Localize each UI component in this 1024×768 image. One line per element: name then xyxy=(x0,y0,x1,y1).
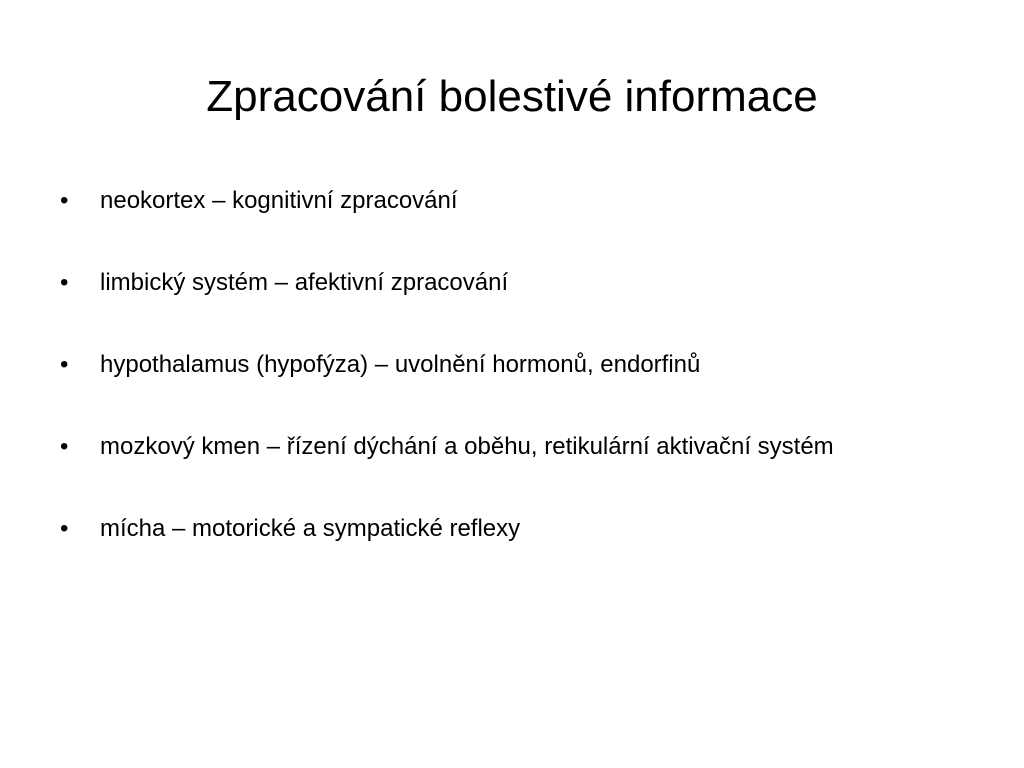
bullet-marker: • xyxy=(60,515,69,542)
bullet-list xyxy=(60,185,940,595)
bullet-text: limbický systém – afektivní zpracování xyxy=(100,269,509,296)
bullet-marker: • xyxy=(60,433,69,460)
bullet-text: neokortex – kognitivní zpracování xyxy=(100,187,458,214)
bullet-item-neokortex xyxy=(60,185,940,217)
bullet-marker: • xyxy=(60,269,69,296)
slide-title: Zpracování bolestivé informace xyxy=(206,72,818,121)
bullet-item-mozkovy-kmen xyxy=(60,431,940,463)
bullet-marker: • xyxy=(60,187,69,214)
bullet-item-limbicky-system xyxy=(60,267,940,299)
bullet-text: hypothalamus (hypofýza) – uvolnění hormonů, endorfinů xyxy=(100,351,701,378)
bullet-text: mozkový kmen – řízení dýchání a oběhu, retikulární aktivační systém xyxy=(100,433,834,460)
bullet-marker: • xyxy=(60,351,69,378)
bullet-text: mícha – motorické a sympatické reflexy xyxy=(100,515,521,542)
bullet-item-micha xyxy=(60,513,940,545)
bullet-item-hypothalamus xyxy=(60,349,940,381)
